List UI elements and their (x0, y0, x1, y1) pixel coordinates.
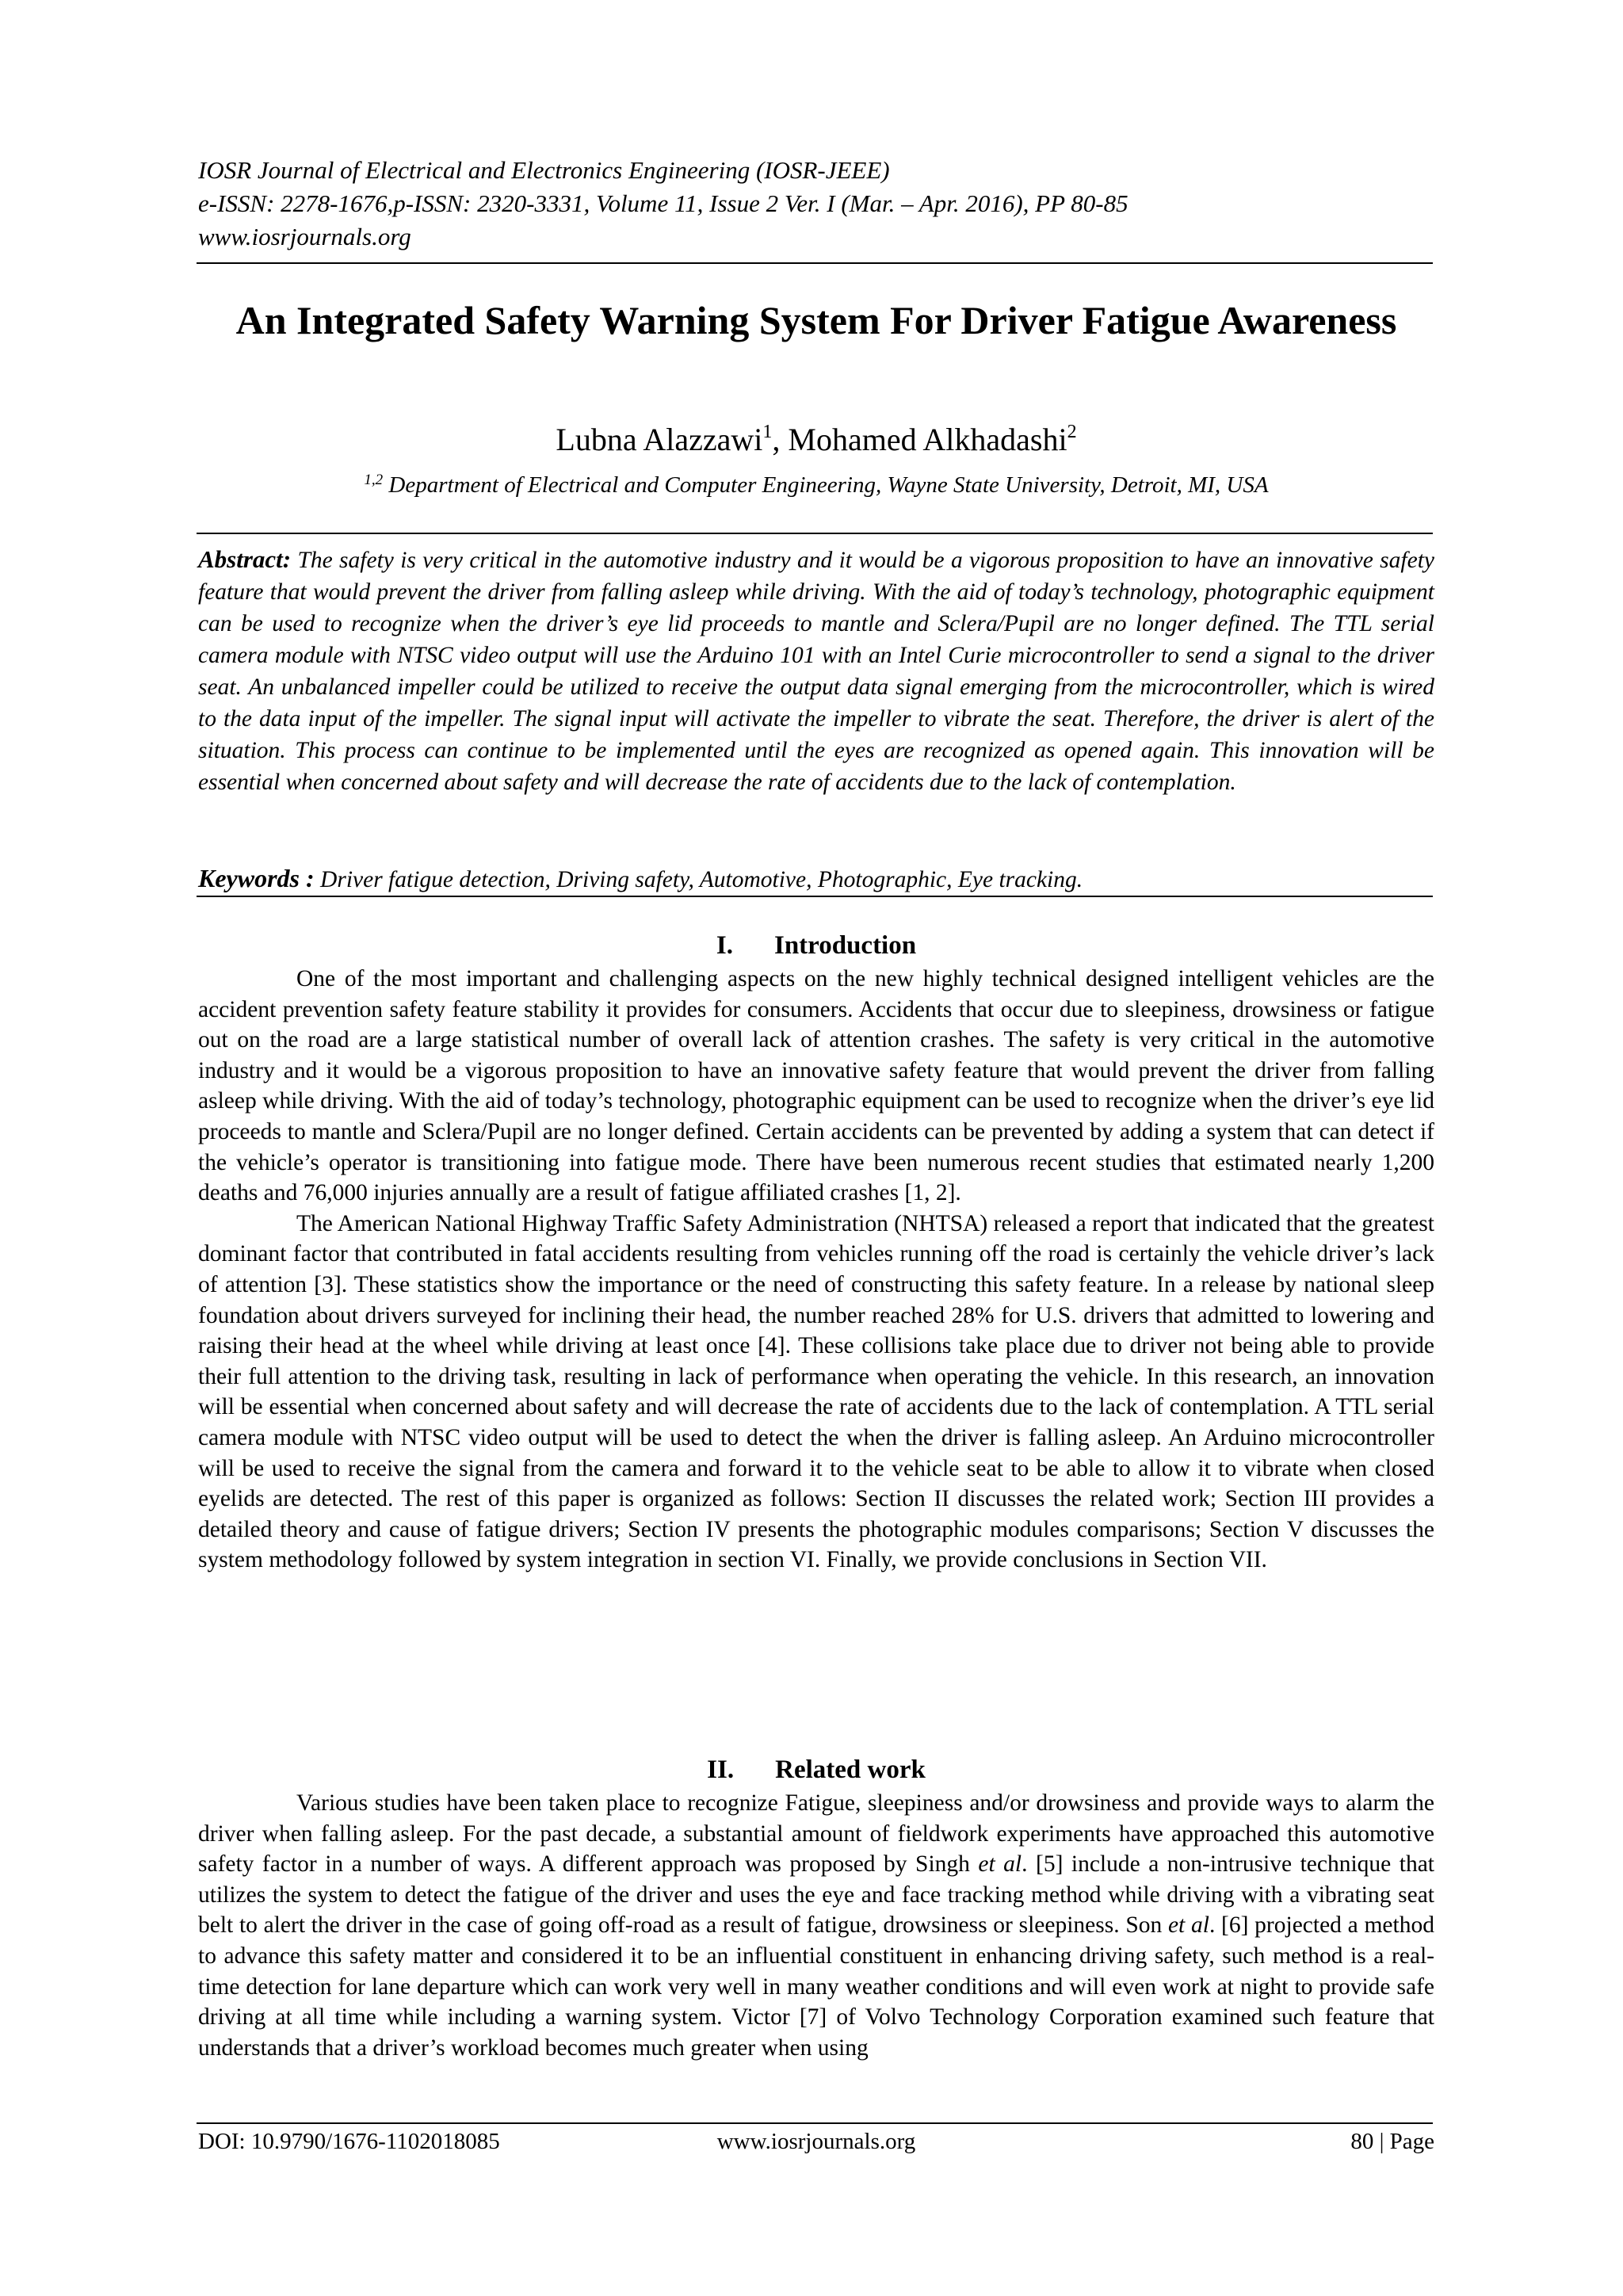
journal-name: IOSR Journal of Electrical and Electronics Engineering (IOSR-JEEE) (198, 156, 890, 184)
section-heading-introduction (198, 929, 1434, 962)
section-number: I. (716, 931, 733, 960)
section-title: Introduction (773, 931, 917, 960)
header-divider (197, 262, 1433, 264)
emphasis: et al (1167, 1912, 1209, 1939)
author-separator: , (772, 422, 789, 457)
text-run: . [6] projected a method to advance this safety matter and considered it to be an influential constituent in enhancing driving safety, such method is a real-time detection for lane departure which can work very well in many weather conditions and will even work at night to provide safe driving at all time while including a warning system. Victor [7] of Volvo Technology Corporation examined such feature that understands that a driver’s workload becomes much greater when using (198, 1912, 1434, 2061)
journal-header (198, 154, 1434, 254)
affiliation-text: Department of Electrical and Computer Engineering, Wayne State University, Detroit, MI, USA (383, 472, 1269, 498)
abstract-label: Abstract: (198, 545, 292, 573)
journal-website-link[interactable]: www.iosrjournals.org (198, 223, 411, 250)
body-paragraph (198, 1788, 1434, 2063)
section-number: II. (707, 1755, 735, 1784)
text-run: . [5] include a non-intrusive technique that utilizes the system to detect the fatigue of the driver and uses the eye and face tracking method while driving with a vibrating seat belt to alert the driver in the case of going off-road as a result of fatigue, drowsiness or sleepiness. Son (198, 1851, 1434, 1939)
text-run: Various studies have been taken place to recognize Fatigue, sleepiness and/or drowsiness and provide ways to alarm the driver when falling asleep. For the past decade, a substantial amount of fieldwork experiments have approached this automotive safety factor in a number of ways. A different approach was proposed by Singh (198, 1790, 1434, 1878)
author-list (198, 420, 1434, 460)
affiliation-marker: 1,2 (364, 472, 384, 488)
author-name: Mohamed Alkhadashi (788, 422, 1067, 457)
body-paragraph: The American National Highway Traffic Safety Administration (NHTSA) released a report that indicated that the greatest dominant factor that contributed in fatal accidents resulting from vehicles running off the road is certainly the vehicle driver’s lack of attention [3]. These statistics show the importance or the need of constructing this safety feature. In a release by national sleep foundation about drivers surveyed for inclining their head, the number reached 28% for U.S. drivers that admitted to lowering and raising their head at the wheel while driving at least once [4]. These collisions take place due to driver not being able to provide their full attention to the driving task, resulting in lack of performance when operating the vehicle. In this research, an innovation will be essential when concerned about safety and will decrease the rate of accidents due to the lack of contemplation. A TTL serial camera module with NTSC video output will be used to detect the when the driver is falling asleep. An Arduino microcontroller will be used to receive the signal from the camera and forward it to the vehicle seat to be able to allow it to vibrate when closed eyelids are detected. The rest of this paper is organized as follows: Section II discusses the related work; Section III provides a detailed theory and cause of fatigue drivers; Section IV presents the photographic modules comparisons; Section V discusses the system methodology followed by system integration in section VI. Finally, we provide conclusions in Section VII. (198, 1210, 1434, 1573)
paper-title: An Integrated Safety Warning System For Driver Fatigue Awareness (235, 298, 1397, 342)
abstract-text: The safety is very critical in the automotive industry and it would be a vigorous proposition to have an innovative safety feature that would prevent the driver from falling asleep while driving. With the aid of today’s technology, photographic equipment can be used to recognize when the driver’s eye lid proceeds to mantle and Sclera/Pupil are no longer defined. The TTL serial camera module with NTSC video output will use the Arduino 101 with an Intel Curie microcontroller to send a signal to the driver seat. An unbalanced impeller could be utilized to receive the output data signal emerging from the microcontroller, which is wired to the data input of the impeller. The signal input will activate the impeller to vibrate the seat. Therefore, the driver is alert of the situation. This process can continue to be implemented until the eyes are recognized as opened again. This innovation will be essential when concerned about safety and will decrease the rate of accidents due to the lack of contemplation. (198, 548, 1434, 795)
affiliation (198, 469, 1434, 501)
section-body-introduction (198, 964, 1434, 1576)
abstract-top-divider (197, 533, 1433, 534)
footer-page-number: 80 | Page (1350, 2129, 1434, 2154)
body-paragraph: One of the most important and challenging aspects on the new highly technical designed intelligent vehicles are the accident prevention safety feature stability it provides for consumers. Accidents that occur due to sleepiness, drowsiness or fatigue out on the road are a large statistical number of overall lack of attention crashes. The safety is very critical in the automotive industry and it would be a vigorous proposition to have an innovative safety feature that would prevent the driver from falling asleep while driving. With the aid of today’s technology, photographic equipment can be used to recognize when the driver’s eye lid proceeds to mantle and Sclera/Pupil are no longer defined. Certain accidents can be prevented by adding a system that can detect if the vehicle’s operator is transitioning into fatigue mode. There have been numerous recent studies that estimated nearly 1,200 deaths and 76,000 injuries annually are a result of fatigue affiliated crashes [1, 2]. (198, 966, 1434, 1206)
abstract (198, 544, 1434, 798)
abstract-bottom-divider (197, 896, 1433, 897)
author-name: Lubna Alazzawi (556, 422, 763, 457)
footer-website-link[interactable]: www.iosrjournals.org (716, 2129, 916, 2154)
author-affiliation-marker: 1 (762, 422, 773, 442)
keywords (198, 862, 1434, 896)
footer-divider (197, 2122, 1433, 2124)
keywords-label: Keywords : (198, 864, 315, 892)
issn-line: e-ISSN: 2278-1676,p-ISSN: 2320-3331, Volume 11, Issue 2 Ver. I (Mar. – Apr. 2016), PP 80-85 (198, 189, 1128, 217)
footer-doi: DOI: 10.9790/1676-1102018085 (198, 2129, 500, 2154)
emphasis: et al (978, 1851, 1022, 1878)
section-title: Related work (775, 1755, 926, 1784)
section-body-related-work (198, 1788, 1434, 2063)
section-heading-related-work (198, 1753, 1434, 1786)
author-affiliation-marker: 2 (1067, 422, 1077, 442)
keywords-text: Driver fatigue detection, Driving safety, Automotive, Photographic, Eye tracking. (314, 867, 1083, 892)
